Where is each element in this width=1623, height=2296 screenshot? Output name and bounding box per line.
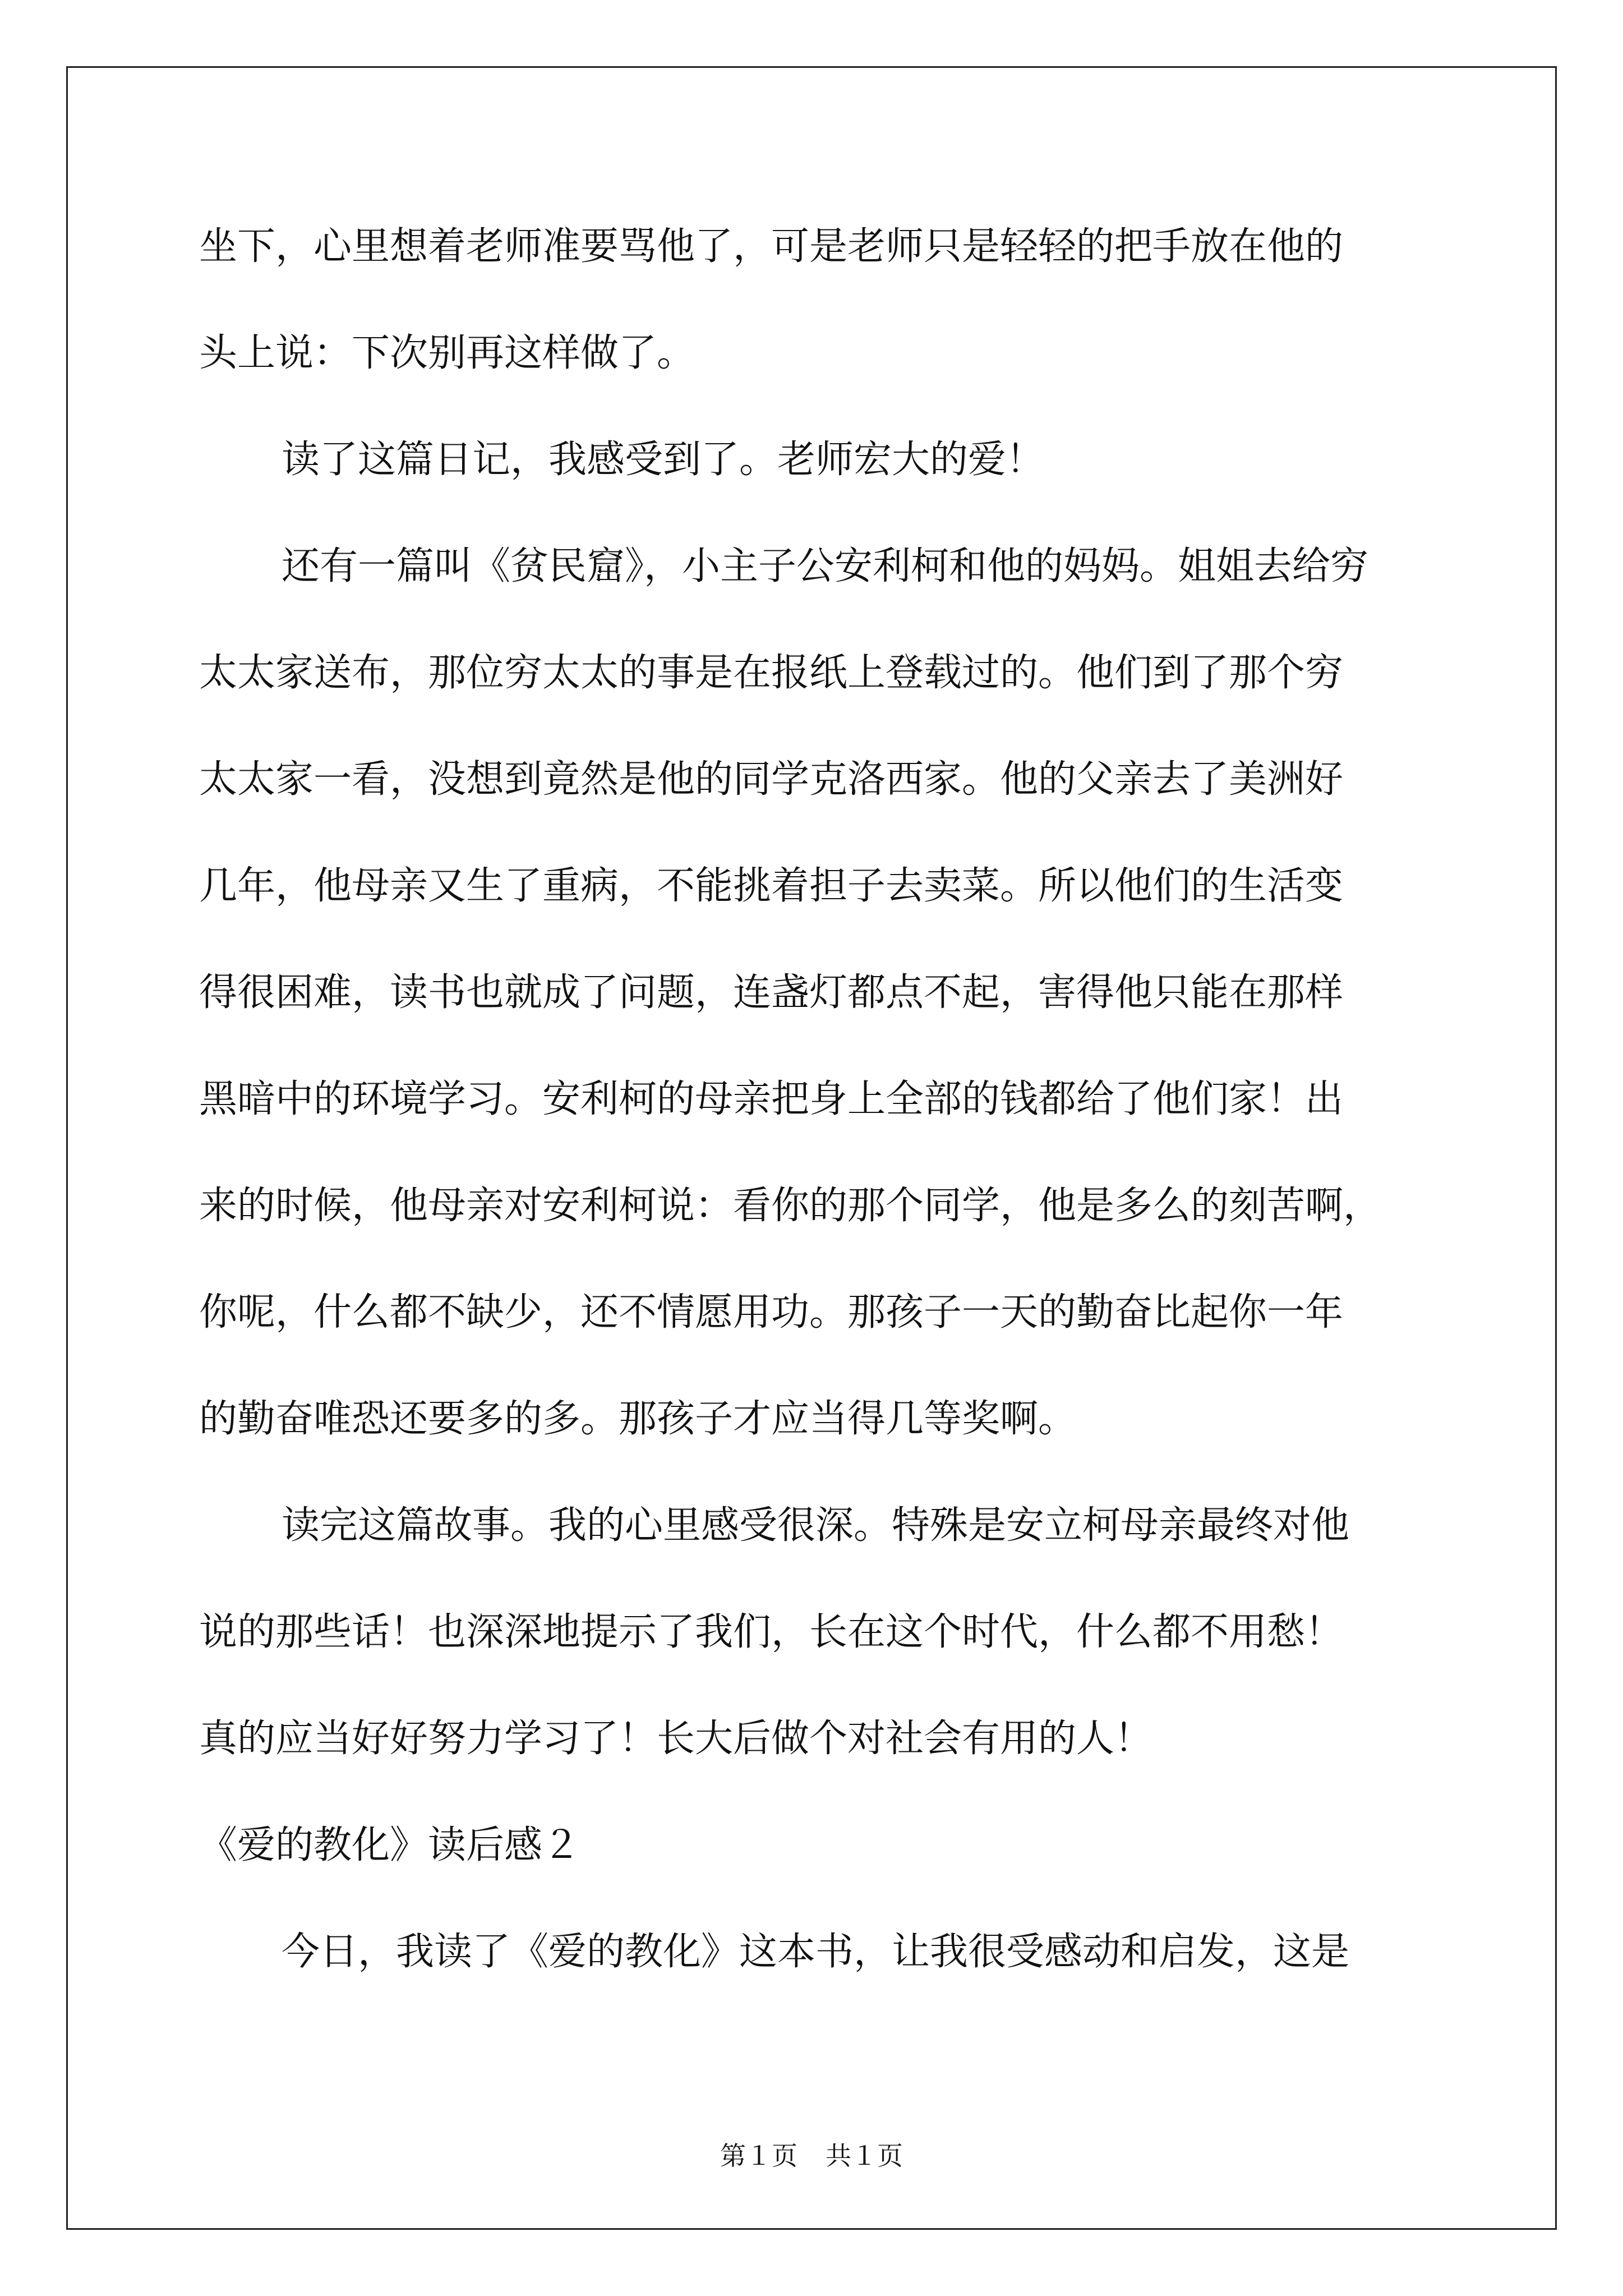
page-frame <box>66 66 1557 2230</box>
text-line-6: 太太家一看，没想到竟然是他的同学克洛西家。他的父亲去了美洲好 <box>199 757 1344 802</box>
page-number: 第１页 <box>720 2141 797 2171</box>
page-footer <box>0 2140 1623 2171</box>
section-heading: 《爱的教化》读后感２ <box>199 1823 581 1867</box>
text-line-17: 今日，我读了《爱的教化》这本书，让我很受感动和启发，这是 <box>282 1930 1350 1974</box>
text-line-7: 几年，他母亲又生了重病，不能挑着担子去卖菜。所以他们的生活变 <box>199 864 1344 908</box>
text-line-8: 得很困难，读书也就成了问题，连盏灯都点不起，害得他只能在那样 <box>199 970 1344 1015</box>
text-line-11: 你呢，什么都不缺少，还不情愿用功。那孩子一天的勤奋比起你一年 <box>199 1290 1344 1335</box>
text-line-15: 真的应当好好努力学习了！长大后做个对社会有用的人！ <box>199 1717 1153 1761</box>
text-line-9: 黑暗中的环境学习。安利柯的母亲把身上全部的钱都给了他们家！出 <box>199 1077 1344 1121</box>
text-line-10: 来的时候，他母亲对安利柯说：看你的那个同学，他是多么的刻苦啊， <box>199 1184 1382 1228</box>
text-line-1: 坐下，心里想着老师准要骂他了，可是老师只是轻轻的把手放在他的 <box>199 224 1344 269</box>
text-line-14: 说的那些话！也深深地提示了我们，长在这个时代，什么都不用愁！ <box>199 1610 1344 1654</box>
text-line-2: 头上说：下次别再这样做了。 <box>199 331 695 375</box>
page-total: 共１页 <box>826 2141 903 2171</box>
text-line-4: 还有一篇叫《贫民窟》，小主子公安利柯和他的妈妈。姐姐去给穷 <box>282 544 1369 588</box>
text-line-13: 读完这篇故事。我的心里感受很深。特殊是安立柯母亲最终对他 <box>282 1503 1350 1548</box>
text-line-3: 读了这篇日记，我感受到了。老师宏大的爱！ <box>282 438 1045 482</box>
text-line-12: 的勤奋唯恐还要多的多。那孩子才应当得几等奖啊。 <box>199 1397 1077 1441</box>
text-line-5: 太太家送布，那位穷太太的事是在报纸上登载过的。他们到了那个穷 <box>199 651 1344 695</box>
